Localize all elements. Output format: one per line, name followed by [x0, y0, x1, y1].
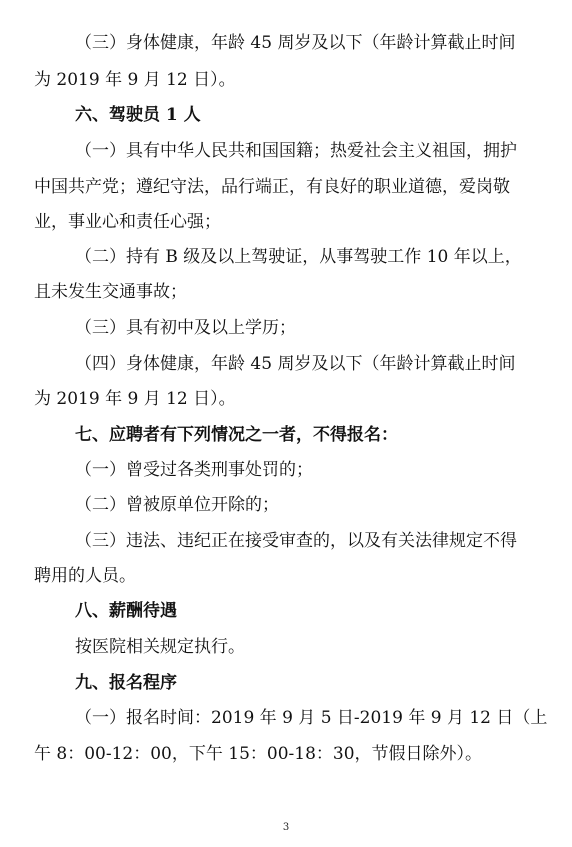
text-line: 聘用的人员。	[34, 566, 136, 586]
text-line: （二）曾被原单位开除的；	[75, 495, 279, 515]
text-line: （二）持有 B 级及以上驾驶证，从事驾驶工作 10 年以上，	[75, 247, 522, 267]
page-number: 3	[282, 822, 290, 833]
text-line: 业，事业心和责任心强；	[34, 212, 221, 232]
text-line: （四）身体健康，年龄 45 周岁及以下（年龄计算截止时间	[75, 354, 516, 374]
text-line: 中国共产党；遵纪守法，品行端正，有良好的职业道德，爱岗敬	[34, 177, 510, 197]
section-heading: 九、报名程序	[75, 673, 177, 693]
text-line: 午 8：00-12：00，下午 15：00-18：30，节假日除外）。	[34, 744, 483, 764]
text-line: 且未发生交通事故；	[34, 282, 187, 302]
text-line: 为 2019 年 9 月 12 日）。	[34, 70, 236, 90]
section-heading: 六、驾驶员 1 人	[75, 105, 201, 125]
text-line: 为 2019 年 9 月 12 日）。	[34, 389, 236, 409]
text-line: （三）违法、违纪正在接受审查的，以及有关法律规定不得	[75, 531, 517, 551]
text-line: （三）具有初中及以上学历；	[75, 318, 296, 338]
text-line: 按医院相关规定执行。	[75, 637, 245, 657]
section-heading: 八、薪酬待遇	[75, 601, 177, 621]
text-line: （一）报名时间：2019 年 9 月 5 日-2019 年 9 月 12 日（上	[75, 708, 548, 728]
section-heading: 七、应聘者有下列情况之一者，不得报名：	[75, 425, 398, 445]
text-line: （一）曾受过各类刑事处罚的；	[75, 460, 313, 480]
text-line: （三）身体健康，年龄 45 周岁及以下（年龄计算截止时间	[75, 33, 516, 53]
text-line: （一）具有中华人民共和国国籍；热爱社会主义祖国，拥护	[75, 141, 517, 161]
